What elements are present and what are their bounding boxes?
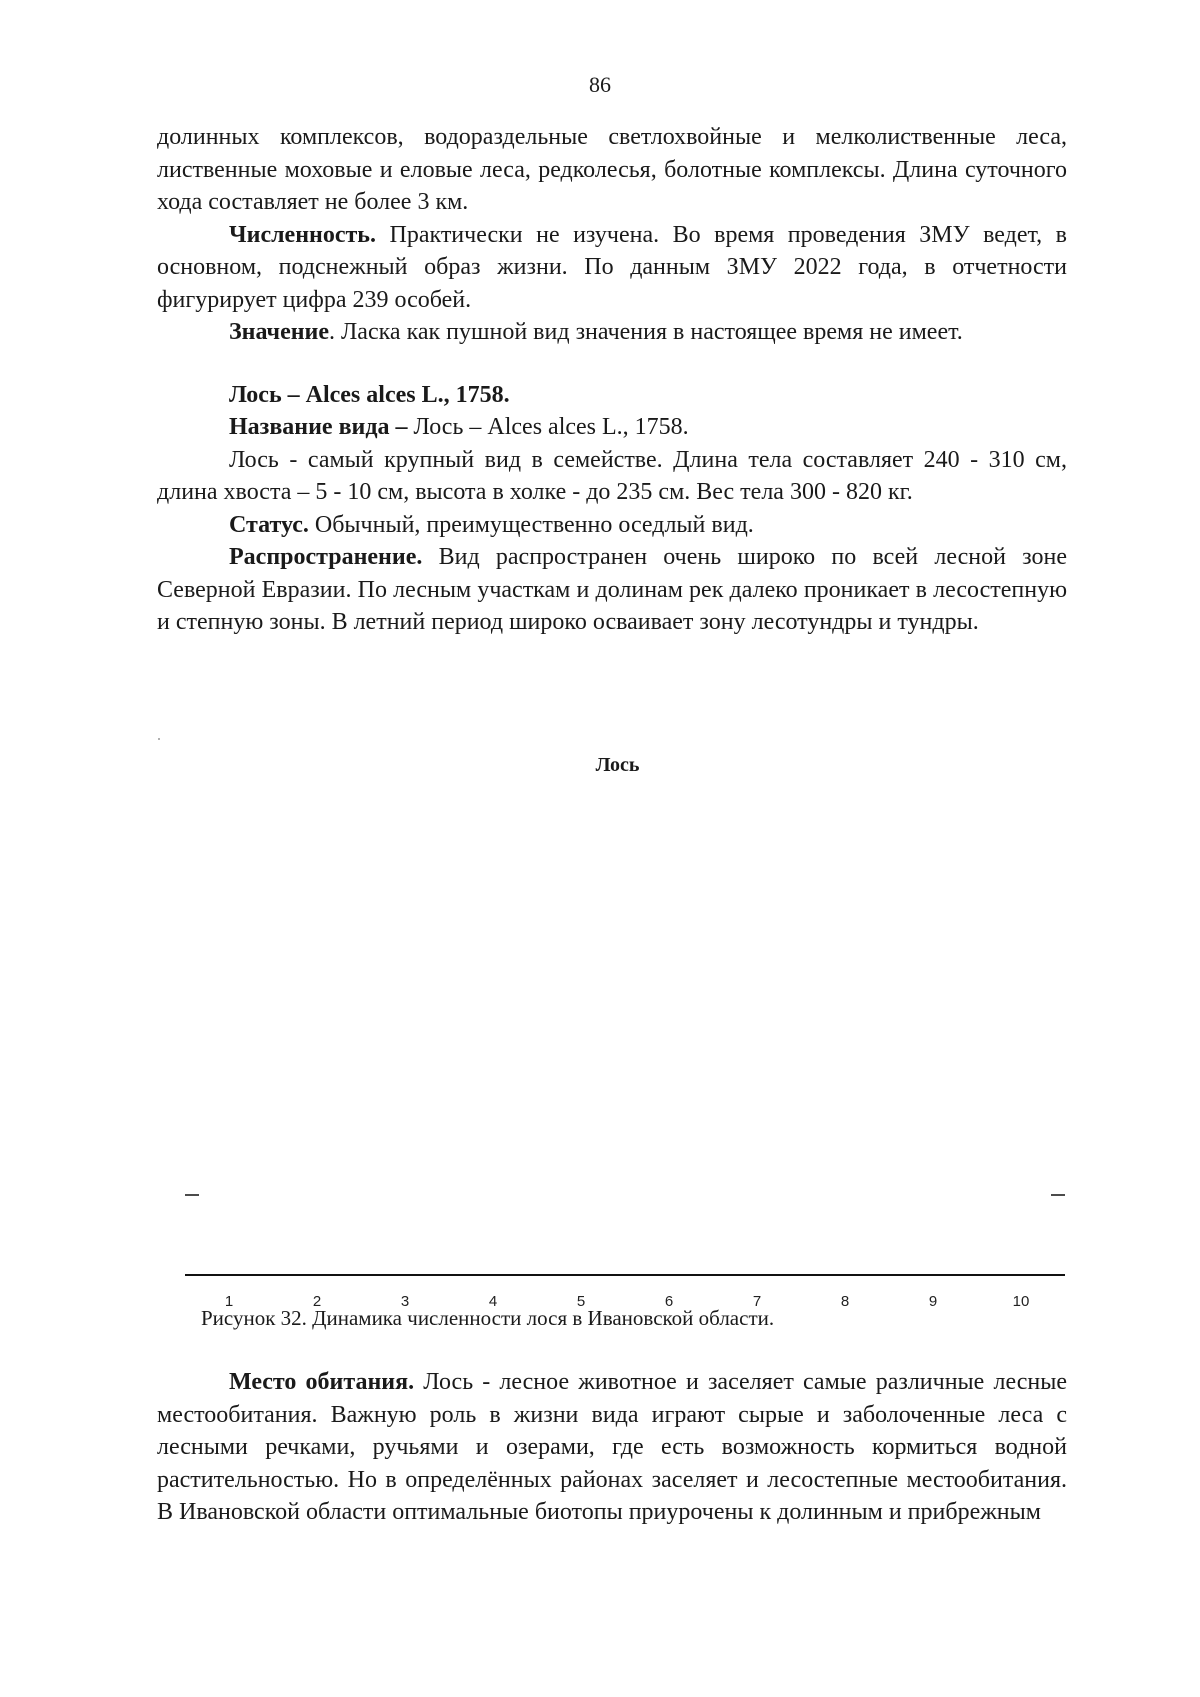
paragraph-numbers <box>157 219 1067 317</box>
paragraph-distribution <box>157 541 1067 639</box>
text-block-bottom <box>157 1366 1067 1529</box>
x-tick-label: 4 <box>488 1293 498 1310</box>
paragraph-value <box>157 316 1067 349</box>
paragraph-species-name <box>157 411 1067 444</box>
x-tick-label: 3 <box>400 1293 410 1310</box>
numbers-text: Практически не изучена. Во время проведения ЗМУ ведет, в основном, подснежный образ жизни. По данным ЗМУ 2022 года, в отчетности фигурирует цифра 239 особей. <box>157 221 1067 313</box>
numbers-label: Численность. <box>229 221 376 248</box>
x-tick-label: 8 <box>840 1293 850 1310</box>
paragraph-habitat <box>157 1366 1067 1529</box>
status-label: Статус. <box>229 511 309 538</box>
x-tick-label: 2 <box>312 1293 322 1310</box>
paragraph-status <box>157 509 1067 542</box>
x-tick-label: 1 <box>224 1293 234 1310</box>
habitat-text: Лось - лесное животное и заселяет самые различные лесные местообитания. Важную роль в жизни вида играют сырые и заболоченные леса с лесными речками, ручьями и озерами, где есть возможность кормиться водной растительностью. Но в определённых районах заселяет и лесостепные местообитания. В Ивановской области оптимальные биотопы приурочены к долинным и прибрежным <box>157 1369 1067 1525</box>
text-block-top <box>157 121 1067 639</box>
x-tick-label: 9 <box>928 1293 938 1310</box>
value-text: . Ласка как пушной вид значения в настоящее время не имеет. <box>329 319 963 345</box>
distribution-text: Вид распространен очень широко по всей лесной зоне Северной Евразии. По лесным участкам и долинам рек далеко проникает в лесостепную и степную зоны. В летний период широко осваивает зону лесотундры и тундры. <box>157 544 1067 635</box>
paragraph-continuation: долинных комплексов, водораздельные светлохвойные и мелколиственные леса, лиственные моховые и еловые леса, редколесья, болотные комплексы. Длина суточного хода составляет не более 3 км. <box>157 124 1067 215</box>
habitat-label: Место обитания. <box>229 1369 415 1395</box>
species-heading: Лось – Alces alces L., 1758. <box>229 381 510 408</box>
species-name-text: Лось – Alces alces L., 1758. <box>407 414 689 440</box>
x-tick-label: 5 <box>576 1293 586 1310</box>
species-name-label: Название вида – <box>229 414 408 440</box>
x-tick-label: 7 <box>752 1293 762 1310</box>
chart-title: Лось <box>595 754 640 776</box>
value-label: Значение <box>229 319 330 345</box>
page-number: 86 <box>589 72 611 97</box>
population-chart <box>0 780 1200 1310</box>
figure-caption: Рисунок 32. Динамика численности лося в Ивановской области. <box>201 1306 775 1330</box>
x-tick-label: 10 <box>1012 1293 1030 1310</box>
paragraph-description: Лось - самый крупный вид в семействе. Длина тела составляет 240 - 310 см, длина хвоста – 5 - 10 см, высота в холке - до 235 см. Вес тела 300 - 820 кг. <box>157 446 1067 505</box>
x-tick-label: 6 <box>664 1293 674 1310</box>
distribution-label: Распространение. <box>229 544 423 570</box>
scan-speck <box>158 738 160 740</box>
status-text: Обычный, преимущественно оседлый вид. <box>308 511 754 538</box>
